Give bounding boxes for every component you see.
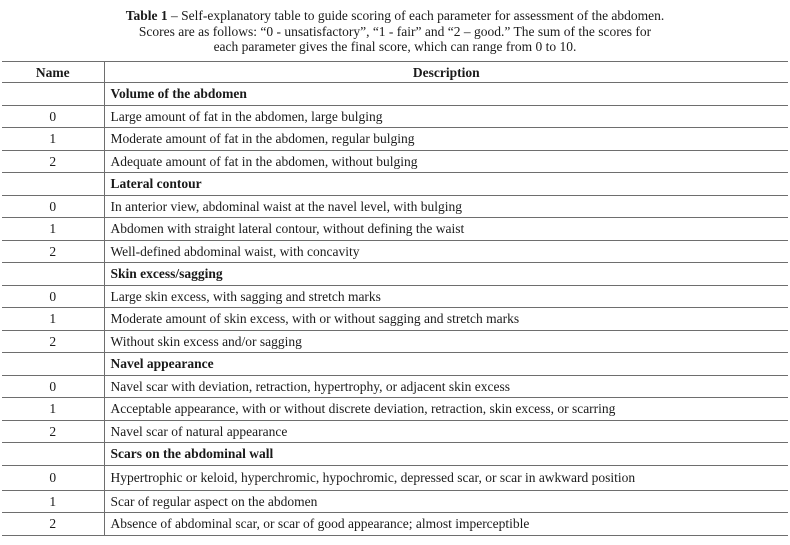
table-row [2, 420, 788, 443]
table-row [2, 465, 788, 490]
description-cell: Acceptable appearance, with or without discrete deviation, retraction, skin excess, or scarring [104, 398, 788, 421]
section-score-cell [2, 173, 104, 196]
caption-label: Table 1 [125, 8, 168, 23]
section-title: Skin excess/sagging [104, 263, 788, 286]
description-cell: Hypertrophic or keloid, hyperchromic, hypochromic, depressed scar, or scar in awkward position [104, 465, 788, 490]
section-row [2, 263, 788, 286]
score-cell: 0 [2, 105, 104, 128]
description-cell: Large skin excess, with sagging and stretch marks [104, 285, 788, 308]
table-row [2, 218, 788, 241]
description-cell: In anterior view, abdominal waist at the navel level, with bulging [104, 195, 788, 218]
table-row [2, 490, 788, 513]
table-row [2, 195, 788, 218]
table-row [2, 330, 788, 353]
table-row [2, 398, 788, 421]
table-row [2, 240, 788, 263]
section-score-cell [2, 353, 104, 376]
table-row [2, 105, 788, 128]
description-cell: Absence of abdominal scar, or scar of good appearance; almost imperceptible [104, 513, 788, 536]
header-name: Name [2, 62, 104, 83]
section-score-cell [2, 443, 104, 466]
section-row [2, 353, 788, 376]
score-cell: 2 [2, 513, 104, 536]
section-row [2, 83, 788, 106]
caption-text: – Self-explanatory table to guide scoring of each parameter for assessment of the abdomen. [167, 8, 665, 23]
section-row [2, 173, 788, 196]
description-cell: Scar of regular aspect on the abdomen [104, 490, 788, 513]
score-cell: 0 [2, 465, 104, 490]
table-row [2, 285, 788, 308]
score-cell: 0 [2, 195, 104, 218]
score-cell: 2 [2, 150, 104, 173]
section-row [2, 443, 788, 466]
caption-line-3: each parameter gives the final score, which can range from 0 to 10. [213, 39, 577, 54]
scoring-table [2, 61, 788, 536]
score-cell: 2 [2, 240, 104, 263]
caption-line-1 [0, 8, 790, 24]
description-cell: Well-defined abdominal waist, with concavity [104, 240, 788, 263]
description-cell: Large amount of fat in the abdomen, large bulging [104, 105, 788, 128]
score-cell: 1 [2, 218, 104, 241]
description-cell: Abdomen with straight lateral contour, without defining the waist [104, 218, 788, 241]
section-score-cell [2, 263, 104, 286]
score-cell: 1 [2, 490, 104, 513]
description-cell: Adequate amount of fat in the abdomen, without bulging [104, 150, 788, 173]
section-title: Navel appearance [104, 353, 788, 376]
description-cell: Moderate amount of fat in the abdomen, regular bulging [104, 128, 788, 151]
caption-line-2: Scores are as follows: “0 - unsatisfactory”, “1 - fair” and “2 – good.” The sum of the scores for [138, 23, 652, 39]
table-row [2, 375, 788, 398]
score-cell: 0 [2, 375, 104, 398]
score-cell: 1 [2, 308, 104, 331]
score-cell: 1 [2, 398, 104, 421]
description-cell: Navel scar with deviation, retraction, hypertrophy, or adjacent skin excess [104, 375, 788, 398]
section-title: Volume of the abdomen [104, 83, 788, 106]
description-cell: Without skin excess and/or sagging [104, 330, 788, 353]
table-row [2, 128, 788, 151]
table-row [2, 308, 788, 331]
table-header [2, 62, 788, 83]
score-cell: 2 [2, 330, 104, 353]
section-title: Scars on the abdominal wall [104, 443, 788, 466]
section-score-cell [2, 83, 104, 106]
header-description: Description [104, 62, 788, 83]
description-cell: Moderate amount of skin excess, with or without sagging and stretch marks [104, 308, 788, 331]
score-cell: 2 [2, 420, 104, 443]
table-body [2, 83, 788, 536]
description-cell: Navel scar of natural appearance [104, 420, 788, 443]
section-title: Lateral contour [104, 173, 788, 196]
table-row [2, 150, 788, 173]
score-cell: 0 [2, 285, 104, 308]
header-row [2, 62, 788, 83]
table-row [2, 513, 788, 536]
table-caption [0, 8, 790, 55]
score-cell: 1 [2, 128, 104, 151]
